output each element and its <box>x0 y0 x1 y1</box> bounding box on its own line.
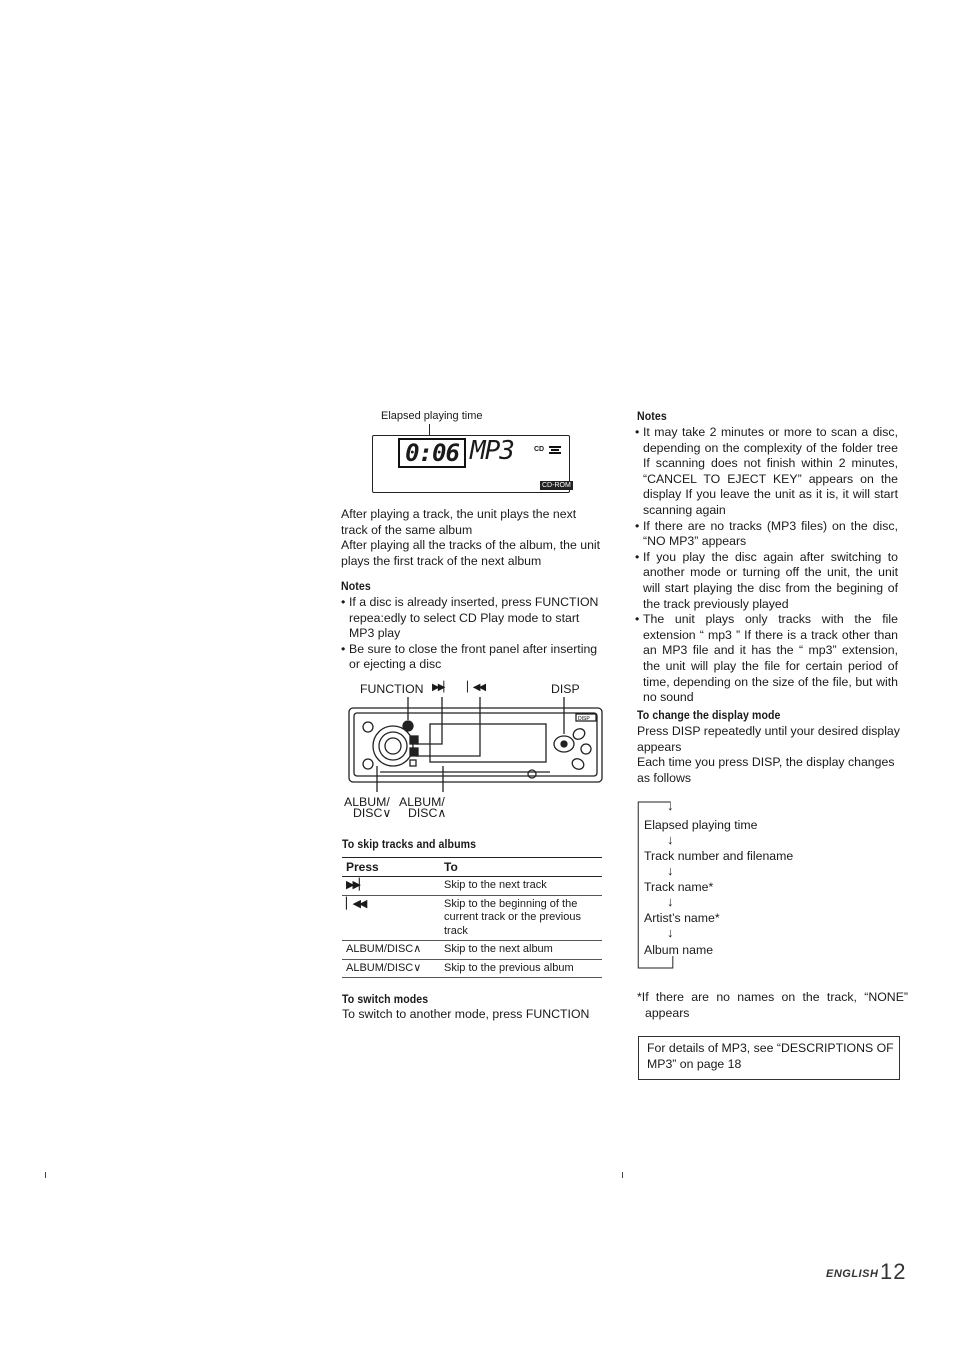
lcd-cdrom-tag: CD-ROM <box>542 482 571 489</box>
mode-item: Track number and filename <box>644 849 794 863</box>
press-cell: ▶▶▏ <box>342 877 440 896</box>
footnote: *If there are no names on the track, “NONE” appears <box>637 990 908 1020</box>
lcd-time-digits: 0:06 <box>398 438 466 468</box>
to-cell: Skip to the next album <box>440 941 602 960</box>
crop-mark <box>45 1172 46 1178</box>
mp3-reference-box: For details of MP3, see “DESCRIPTIONS OF MP3” on page 18 <box>638 1036 900 1080</box>
to-cell: Skip to the beginning of the current track or the previous track <box>440 895 602 941</box>
left-notes-list <box>341 595 603 673</box>
page-number: 12 <box>880 1259 907 1284</box>
right-note-3: • If you play the disc again after switching to another mode or turning off the unit, the unit will start playing the disc from the begining of the track previously played <box>635 550 898 612</box>
display-mode-text <box>637 724 900 786</box>
lcd-cd-tag: CD <box>534 446 545 453</box>
right-note-2: • If there are no tracks (MP3 files) on the disc, “NO MP3” appears <box>635 519 898 550</box>
intro-paragraph-2: After playing all the tracks of the album, the unit plays the first track of the next album <box>341 538 601 568</box>
down-arrow-icon: ↓ <box>667 832 674 847</box>
press-cell: ▏◀◀ <box>342 895 440 941</box>
table-row <box>342 895 602 941</box>
down-arrow-icon: ↓ <box>667 798 674 813</box>
intro-text <box>341 507 603 569</box>
footer-language: ENGLISH <box>826 1268 879 1280</box>
right-note-1: • It may take 2 minutes or more to scan a disc, depending on the complexity of the folder tree If scanning does not finish within 2 minutes, “CANCEL TO EJECT KEY” appears on the display If you leave the unit as it is, it will start scanning again <box>635 425 898 519</box>
display-mode-paragraph-2: Each time you press DISP, the display changes as follows <box>637 755 895 785</box>
display-mode-heading: To change the display mode <box>637 708 781 722</box>
prev-track-label: ▏◀◀ <box>467 682 485 693</box>
intro-paragraph-1: After playing a track, the unit plays the next track of the same album <box>341 507 577 537</box>
down-arrow-icon: ↓ <box>667 863 674 878</box>
album-down-label-line1: ALBUM/ <box>344 795 390 809</box>
album-down-label-line2: DISC∨ <box>353 806 392 820</box>
mode-item: Elapsed playing time <box>644 818 758 832</box>
mode-item: Artist’s name* <box>644 911 720 925</box>
disp-label: DISP <box>551 682 580 696</box>
switch-text: To switch to another mode, press FUNCTION <box>342 1007 590 1021</box>
mode-item: Album name <box>644 943 714 957</box>
skip-table-header <box>342 858 602 877</box>
press-cell: ALBUM/DISC∧ <box>342 941 440 960</box>
left-note-1: • If a disc is already inserted, press FUNCTION repea:edly to select CD Play mode to start MP3 play <box>341 595 603 642</box>
next-track-label: ▶▶▏ <box>432 682 450 693</box>
panel-disp-tag: DISP <box>578 716 590 722</box>
left-note-2: • Be sure to close the front panel after inserting or ejecting a disc <box>341 642 603 673</box>
crop-mark <box>622 1172 623 1178</box>
elapsed-time-label: Elapsed playing time <box>381 410 483 422</box>
down-arrow-icon: ↓ <box>667 925 674 940</box>
album-up-label-line1: ALBUM/ <box>399 795 445 809</box>
left-notes-heading: Notes <box>341 579 371 593</box>
table-row <box>342 877 602 896</box>
table-row <box>342 941 602 960</box>
lcd-disc-icon <box>548 445 562 455</box>
to-cell: Skip to the previous album <box>440 959 602 978</box>
right-note-4: • The unit plays only tracks with the file extension “ mp3 ” If there is a track other than an MP3 file and it has the “ mp3” extension, the unit will play the file for certain period of time, depending on the size of the file, but with no sound <box>635 612 898 706</box>
right-notes-heading: Notes <box>637 409 667 423</box>
lcd-mp3-indicator: MP3 <box>470 436 514 466</box>
skip-heading: To skip tracks and albums <box>342 837 477 851</box>
press-cell: ALBUM/DISC∨ <box>342 959 440 978</box>
col-press: Press <box>342 858 440 877</box>
album-down-label <box>344 797 391 819</box>
album-up-label <box>399 797 446 819</box>
table-row <box>342 959 602 978</box>
function-label: FUNCTION <box>360 682 424 696</box>
down-arrow-icon: ↓ <box>667 894 674 909</box>
mode-item: Track name* <box>644 880 714 894</box>
right-notes-list <box>635 425 898 706</box>
front-panel-illustration <box>340 694 606 794</box>
to-cell: Skip to the next track <box>440 877 602 896</box>
col-to: To <box>440 858 602 877</box>
skip-table <box>342 857 602 978</box>
album-up-label-line2: DISC∧ <box>408 806 447 820</box>
switch-heading: To switch modes <box>342 992 429 1006</box>
display-mode-paragraph-1: Press DISP repeatedly until your desired display appears <box>637 724 900 754</box>
